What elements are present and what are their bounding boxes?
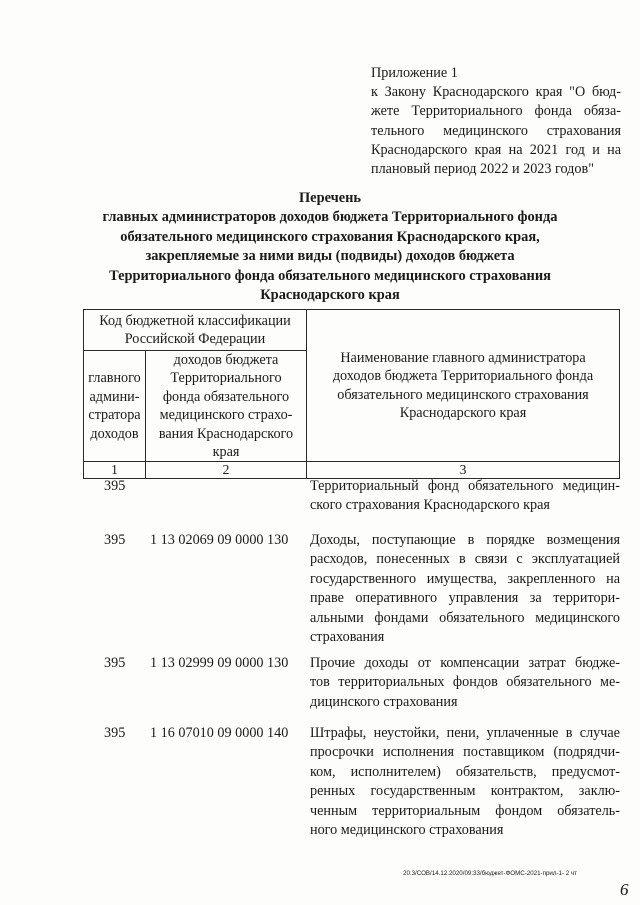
file-reference-footer: 20.3/СОВ/14.12.2020/09:33/бюджет-ФОМС-2021-прил-1- 2 чт: [403, 870, 577, 877]
column-number: 1: [84, 462, 146, 479]
income-code-header: доходов бюджета Территориального фонда обязательного медицинского страхо- вания Краснодарского края: [146, 351, 307, 462]
appendix-line: жете Территориального фонда обяза-: [371, 103, 621, 120]
admin-code: 395: [104, 725, 126, 741]
appendix-line: плановый период 2022 и 2023 годов": [371, 161, 594, 178]
income-name: Прочие доходы от компенсации затрат бюдже- тов территориальных фондов обязательного ме- дицинского страхования: [310, 655, 620, 710]
income-name: Территориальный фонд обязательного медицин- ского страхования Краснодарского края: [310, 478, 620, 514]
income-code: 1 13 02069 09 0000 130: [150, 532, 289, 548]
column-number: 2: [146, 462, 307, 479]
income-name: Доходы, поступающие в порядке возмещения расходов, понесенных в связи с эксплуатацией государственного имущества, закрепленного на праве оперативного управления за территори- альными фондами обязательного медицинского страхования: [310, 532, 620, 646]
title-line: закрепляемые за ними виды (подвиды) доходов бюджета: [145, 248, 515, 265]
column-number: 3: [307, 462, 620, 479]
admin-code-header: главного админи- стратора доходов: [84, 351, 146, 462]
title-line: Краснодарского края: [260, 287, 400, 304]
title-line: Перечень: [298, 190, 362, 206]
administrator-name-header: Наименование главного администратора доходов бюджета Территориального фонда обязательного медицинского страхования Краснодарского края: [307, 310, 620, 462]
income-code: 1 13 02999 09 0000 130: [150, 655, 289, 671]
appendix-reference: [371, 64, 621, 179]
admin-code: 395: [104, 478, 126, 494]
income-name: Штрафы, неустойки, пени, уплаченные в случае просрочки исполнения поставщиком (подрядчи- ком, исполнителем) обязательств, предусмот- ренных государственным контрактом, заклю- ченным территориальным фондом обязатель- ного медицинского страхования: [310, 725, 620, 839]
admin-code: 395: [104, 655, 126, 671]
admin-code: 395: [104, 532, 126, 548]
appendix-line: к Закону Краснодарского края "О бюд-: [371, 84, 621, 101]
budget-classification-group-header: Код бюджетной классификации Российской Федерации: [84, 310, 307, 351]
title-line: обязательного медицинского страхования Краснодарского края,: [120, 228, 540, 245]
appendix-line: тельного медицинского страхования: [371, 122, 621, 139]
appendix-line: Краснодарского края на 2021 год и на: [371, 141, 621, 158]
appendix-line: Приложение 1: [371, 65, 458, 81]
title-line: Территориального фонда обязательного медицинского страхования: [109, 267, 551, 284]
document-title: [60, 189, 600, 305]
page-number: 6: [620, 880, 629, 899]
income-code: 1 16 07010 09 0000 140: [150, 725, 289, 741]
classification-table-header: [83, 309, 620, 479]
title-line: главных администраторов доходов бюджета Территориального фонда: [102, 209, 558, 226]
